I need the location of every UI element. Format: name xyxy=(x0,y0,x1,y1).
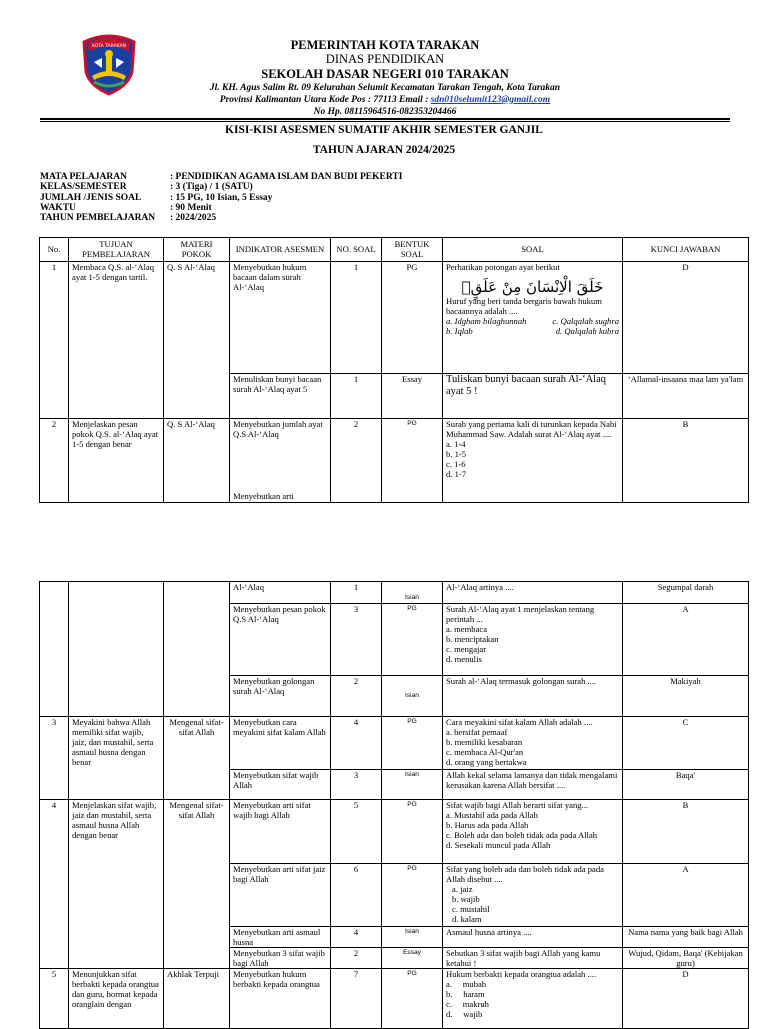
indikator-text-continued: Menyebutkan arti xyxy=(233,491,294,501)
info-key: WAKTU xyxy=(40,202,76,213)
option-d: d. orang yang bertakwa xyxy=(446,757,527,767)
option-a: a. bersifat pemaaf xyxy=(446,727,508,737)
cell-soal xyxy=(443,717,623,770)
cell-materi xyxy=(164,582,230,717)
cell-indikator: Menyebutkan arti asmaul husna xyxy=(230,927,331,948)
arabic-verse: خَلَقَ الْاِنْسَانَ مِنْ عَلَقٍۚ xyxy=(461,278,604,296)
cell-bentuk: PG xyxy=(382,864,443,927)
cell-no-soal: 1 xyxy=(331,582,382,604)
col-header-materi: MATERI POKOK xyxy=(164,238,230,262)
soal-question: Surah yang pertama kali di turunkan kepada Nabi Muhammad Saw. Adalah surat Al-‘Alaq ayat .... xyxy=(446,419,617,439)
cell-no-soal: 3 xyxy=(331,770,382,800)
cell-bentuk: PG xyxy=(382,969,443,1029)
option-a: a. membaca xyxy=(446,624,488,634)
subject-info xyxy=(40,172,402,223)
cell-soal xyxy=(443,262,623,374)
cell-kunci: A xyxy=(623,864,749,927)
option-row xyxy=(446,326,619,336)
cell-soal xyxy=(443,864,623,927)
soal-intro: Perhatikan potongan ayat berikut xyxy=(446,262,560,272)
option-a: a. jaiz xyxy=(452,884,473,894)
cell-soal xyxy=(443,419,623,503)
option-d: d. 1-7 xyxy=(446,469,467,479)
cell-no: 3 xyxy=(40,717,69,800)
cell-indikator: Menyebutkan cara meyakini sifat kalam Allah xyxy=(230,717,331,770)
cell-no-soal: 2 xyxy=(331,676,382,717)
info-key: JUMLAH /JENIS SOAL xyxy=(40,192,142,203)
option-d: d. kalam xyxy=(452,914,482,924)
dept-name: DINAS PENDIDIKAN xyxy=(325,52,445,66)
soal-question: Huruf yang beri tanda bergaris bawah hukum bacaannya adalah .... xyxy=(446,296,602,316)
cell-soal xyxy=(443,969,623,1029)
soal-question: Cara meyakini sifat kalam Allah adalah .... xyxy=(446,717,593,727)
cell-bentuk: Isian xyxy=(382,770,443,800)
cell-no: 1 xyxy=(40,262,69,419)
option-b: b. Harus ada pada Allah xyxy=(446,820,529,830)
cell-soal: Sebutkan 3 sifat wajib bagi Allah yang kamu ketahui ! xyxy=(443,948,623,969)
option-row xyxy=(446,316,619,326)
info-key: KELAS/SEMESTER xyxy=(40,182,127,193)
cell-indikator: Menuliskan bunyi bacaan surah Al-‘Alaq ayat 5 xyxy=(230,374,331,419)
school-name: SEKOLAH DASAR NEGERI 010 TARAKAN xyxy=(261,67,509,81)
cell-indikator: Al-‘Alaq xyxy=(230,582,331,604)
table-row xyxy=(40,717,749,770)
col-header-no-soal: NO. SOAL xyxy=(331,238,382,262)
option-c: c. membaca Al-Qur'an xyxy=(446,747,524,757)
school-contact xyxy=(150,95,620,105)
cell-indikator: Menyebutkan sifat wajib Allah xyxy=(230,770,331,800)
cell-no-soal: 7 xyxy=(331,969,382,1029)
cell-indikator xyxy=(230,419,331,503)
option-b: b. 1-5 xyxy=(446,449,467,459)
col-header-bentuk: BENTUK SOAL xyxy=(382,238,443,262)
document-year: TAHUN AJARAN 2024/2025 xyxy=(312,144,456,156)
option-c: c. mengajar xyxy=(446,644,487,654)
soal-question: Sifat wajib bagi Allah berarti sifat yang... xyxy=(446,800,588,810)
info-value: : 2024/2025 xyxy=(170,213,217,224)
cell-tujuan: Menjelaskan pesan pokok Q.S. al-‘Alaq ayat 1-5 dengan benar xyxy=(69,419,164,503)
cell-tujuan xyxy=(69,582,164,717)
cell-bentuk: Essay xyxy=(382,374,443,419)
soal-question: Sifat yang boleh ada dan boleh tidak ada pada Allah disebut .... xyxy=(446,864,604,884)
cell-soal xyxy=(443,604,623,676)
cell-kunci: Wujud, Qidam, Baqa' (Kebijakan guru) xyxy=(623,948,749,969)
gov-name: PEMERINTAH KOTA TARAKAN xyxy=(290,38,480,52)
cell-indikator: Menyebutkan arti sifat jaiz bagi Allah xyxy=(230,864,331,927)
soal-question: Hukum berbakti kepada orangtua adalah .... xyxy=(446,969,597,979)
cell-no-soal: 4 xyxy=(331,927,382,948)
cell-no-soal: 4 xyxy=(331,717,382,770)
contact-prefix: Provinsi Kalimantan Utara Kode Pos : 77113 Email : xyxy=(219,95,431,105)
cell-materi: Q. S Al-‘Alaq xyxy=(164,419,230,503)
cell-kunci: Baqa' xyxy=(623,770,749,800)
info-value: : 15 PG, 10 Isian, 5 Essay xyxy=(170,192,273,203)
cell-soal: Surah al-‘Alaq termasuk golongan surah .... xyxy=(443,676,623,717)
cell-kunci: A xyxy=(623,604,749,676)
option-d: d. wajib xyxy=(446,1009,483,1019)
cell-materi: Q. S Al-‘Alaq xyxy=(164,262,230,419)
cell-kunci: D xyxy=(623,262,749,374)
cell-no-soal: 3 xyxy=(331,604,382,676)
option-b: b. memiliki kesabaran xyxy=(446,737,523,747)
option-a: a. 1-4 xyxy=(446,439,466,449)
option-c: c. mustahil xyxy=(452,904,490,914)
cell-no-soal: 2 xyxy=(331,948,382,969)
option-a: a. Mustahil ada pada Allah xyxy=(446,810,538,820)
cell-no: 5 xyxy=(40,969,69,1029)
header-rule xyxy=(40,118,730,120)
cell-kunci: Makiyah xyxy=(623,676,749,717)
option-d: d. menulis xyxy=(446,654,482,664)
table-row xyxy=(40,969,749,1029)
option-c: c. makruh xyxy=(446,999,489,1009)
option-b: b. Iqlab xyxy=(446,326,473,336)
school-address: Jl. KH. Agus Salim Rt. 09 Kelurahan Selumit Kecamatan Tarakan Tengah, Kota Tarakan xyxy=(209,83,561,93)
cell-no: 4 xyxy=(40,800,69,969)
info-value: : PENDIDIKAN AGAMA ISLAM DAN BUDI PEKERTI xyxy=(170,172,403,182)
cell-indikator: Menyebutkan hukum bacaan dalam surah Al-‘Alaq xyxy=(230,262,331,374)
table-row xyxy=(40,262,749,374)
cell-bentuk: PG xyxy=(382,262,443,374)
cell-bentuk: Isian xyxy=(382,676,443,717)
table-row xyxy=(40,419,749,503)
cell-indikator: Menyebutkan hukum berbakti kepada orangtua xyxy=(230,969,331,1029)
table-row xyxy=(40,582,749,604)
option-d: d. Qalqalah kubra xyxy=(555,326,619,336)
cell-indikator: Menyebutkan pesan pokok Q.S Al-‘Alaq xyxy=(230,604,331,676)
cell-no xyxy=(40,582,69,717)
cell-soal: Al-‘Alaq artinya .... xyxy=(443,582,623,604)
cell-kunci: D xyxy=(623,969,749,1029)
cell-bentuk: PG xyxy=(382,604,443,676)
cell-soal: Tuliskan bunyi bacaan surah Al-‘Alaq ayat 5 ! xyxy=(443,374,623,419)
col-header-soal: SOAL xyxy=(443,238,623,262)
cell-no: 2 xyxy=(40,419,69,503)
cell-kunci: C xyxy=(623,717,749,770)
document-title: KISI-KISI ASESMEN SUMATIF AKHIR SEMESTER GANJIL xyxy=(225,124,543,136)
email-link[interactable]: sdn010selumit123@gmail.com xyxy=(430,95,551,105)
cell-kunci: Nama nama yang baik bagi Allah xyxy=(623,927,749,948)
cell-no-soal: 1 xyxy=(331,262,382,374)
cell-no-soal: 2 xyxy=(331,419,382,503)
indikator-text: Menyebutkan jumlah ayat Q.S Al-‘Alaq xyxy=(233,419,323,439)
cell-tujuan: Menunjukkan sifat berbakti kepada orangtua dan guru, hormat kepada oranglain dengan xyxy=(69,969,164,1029)
cell-tujuan: Membaca Q.S. al-‘Alaq ayat 1-5 dengan tartil. xyxy=(69,262,164,419)
cell-indikator: Menyebutkan golongan surah Al-‘Alaq xyxy=(230,676,331,717)
info-value: : 3 (Tiga) / 1 (SATU) xyxy=(170,182,253,193)
option-b: b. menciptakan xyxy=(446,634,499,644)
cell-kunci: ‘Allamal-insaana maa lam ya'lam xyxy=(623,374,749,419)
option-a: a. Idgham bilaghunnah xyxy=(446,316,527,326)
option-c: c. 1-6 xyxy=(446,459,466,469)
cell-tujuan: Menjelaskan sifat wajib, jaiz dan mustahil, serta asmaul husna Allah dengan benar xyxy=(69,800,164,969)
kisi-table-page-2 xyxy=(39,581,749,1029)
cell-bentuk: PG xyxy=(382,717,443,770)
cell-indikator: Menyebutkan 3 sifat wajib bagi Allah xyxy=(230,948,331,969)
cell-materi: Akhlak Terpuji xyxy=(164,969,230,1029)
cell-kunci: B xyxy=(623,419,749,503)
info-key: TAHUN PEMBELAJARAN xyxy=(40,213,156,224)
info-value: : 90 Menit xyxy=(170,202,212,213)
cell-indikator: Menyebutkan arti sifat wajib bagi Allah xyxy=(230,800,331,864)
option-d: d. Sesekali muncul pada Allah xyxy=(446,840,551,850)
cell-soal: Asmaul husna artinya .... xyxy=(443,927,623,948)
cell-bentuk: PG xyxy=(382,800,443,864)
cell-bentuk: PG xyxy=(382,419,443,503)
info-key: MATA PELAJARAN xyxy=(40,172,127,182)
cell-kunci: B xyxy=(623,800,749,864)
cell-no-soal: 1 xyxy=(331,374,382,419)
col-header-kunci: KUNCI JAWABAN xyxy=(623,238,749,262)
cell-kunci: Segumpal darah xyxy=(623,582,749,604)
cell-soal: Allah kekal selama lamanya dan tidak mengalami kerusakan karena Allah bersifat .... xyxy=(443,770,623,800)
cell-bentuk: Isian xyxy=(382,582,443,604)
header-rule-thin xyxy=(40,121,730,122)
option-a: a. mubah xyxy=(446,979,487,989)
cell-materi: Mengenal sifat-sifat Allah xyxy=(164,800,230,969)
kisi-table-page-1 xyxy=(39,237,749,503)
table-row xyxy=(40,800,749,864)
table-header-row xyxy=(40,238,749,262)
kota-tarakan-logo xyxy=(80,32,138,96)
cell-bentuk: Essay xyxy=(382,948,443,969)
cell-materi: Mengenal sifat-sifat Allah xyxy=(164,717,230,800)
cell-no-soal: 5 xyxy=(331,800,382,864)
col-header-no: No. xyxy=(40,238,69,262)
cell-tujuan: Meyakini bahwa Allah memiliki sifat wajib, jaiz, dan mustahil, serta asmaul husna dengan benar xyxy=(69,717,164,800)
cell-no-soal: 6 xyxy=(331,864,382,927)
school-phone: No Hp. 08115964516-082353204466 xyxy=(313,107,457,117)
svg-text:KOTA TARAKAN: KOTA TARAKAN xyxy=(92,44,126,49)
option-c: c. Boleh ada dan boleh tidak ada pada Allah xyxy=(446,830,598,840)
option-b: b. haram xyxy=(446,989,485,999)
option-b: b. wajib xyxy=(452,894,480,904)
col-header-indikator: INDIKATOR ASESMEN xyxy=(230,238,331,262)
col-header-tujuan: TUJUAN PEMBELAJARAN xyxy=(69,238,164,262)
option-c: c. Qalqalah sughra xyxy=(552,316,619,326)
soal-question: Surah Al-‘Alaq ayat 1 menjelaskan tentang perintah ... xyxy=(446,604,595,624)
cell-bentuk: Isian xyxy=(382,927,443,948)
cell-soal xyxy=(443,800,623,864)
